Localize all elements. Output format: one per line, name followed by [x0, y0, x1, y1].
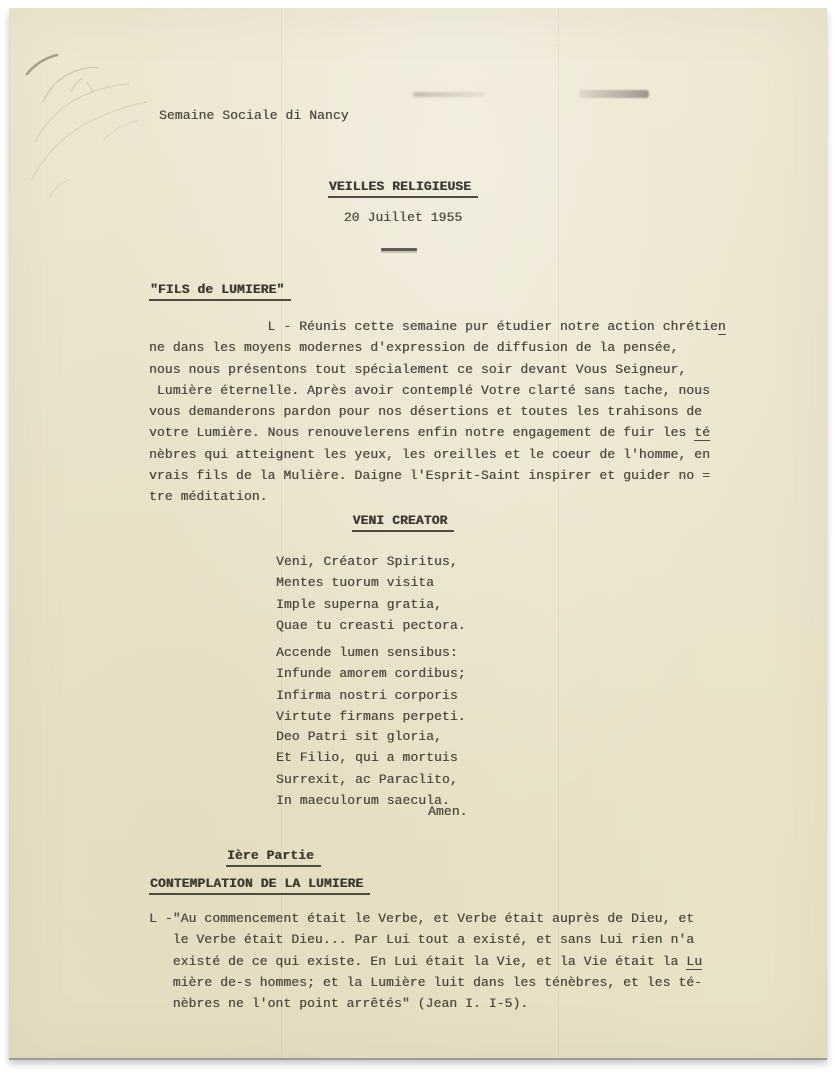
document-page [9, 8, 827, 1058]
text-line: votre Lumière. Nous renouvelerens enfin notre engagement de fuir les té [149, 425, 710, 441]
amen-line: Amen. [428, 804, 468, 819]
contemplation-heading-row [149, 876, 370, 895]
underlined-syllable: n [717, 319, 726, 334]
text-line: Imple superna gratia, [276, 596, 442, 612]
document-date: 20 Juillet 1955 [343, 210, 463, 225]
text-line: Deo Patri sit gloria, [276, 729, 442, 744]
text-line: In maeculorum saecula. [276, 792, 450, 808]
text-line: Veni, Créator Spiritus, [276, 554, 458, 569]
text-line: Virtute firmans perpeti. [276, 708, 466, 724]
text-line: Accende lumen sensibus: [276, 645, 458, 660]
paper-fold-line [281, 8, 282, 1058]
veni-heading-row [9, 513, 797, 532]
text-line: ne dans les moyens modernes d'expression de diffusion de la pensée, [149, 340, 679, 356]
fils-heading-row [149, 282, 291, 301]
text-line: existé de ce qui existe. En Lui était la Vie, et la Vie était la Lu [149, 953, 703, 969]
section-heading-veni-creator: VENI CREATOR [352, 513, 455, 532]
text-line: Surrexit, ac Paraclito, [276, 771, 458, 787]
text-line: vous demanderons pardon pour nos désertions et toutes les trahisons de [149, 404, 703, 420]
title-row [9, 179, 797, 198]
text-line: nèbres ne l'ont point arrêtés" (Jean I. I-5). [149, 996, 529, 1012]
text-line: mière de-s hommes; et la Lumière luit dans les ténèbres, et les té- [149, 974, 703, 990]
text-line: Infunde amorem cordibus; [276, 666, 466, 682]
title-rule [381, 248, 417, 251]
text-line: L - Réunis cette semaine pur étudier notre action chrétien [149, 319, 726, 334]
fils-paragraph [149, 316, 726, 508]
text-line: Infirma nostri corporis [276, 687, 458, 703]
veni-creator-stanza-1 [276, 551, 466, 636]
part-label-row [226, 848, 321, 867]
org-line: Semaine Sociale di Nancy [159, 108, 349, 123]
part-label: Ière Partie [226, 848, 321, 867]
ink-smudge [579, 90, 649, 98]
text-line: L -"Au commencement était le Verbe, et Verbe était auprès de Dieu, et [149, 911, 695, 926]
date-row [9, 210, 797, 225]
text-line: Mentes tuorum visita [276, 575, 435, 591]
underlined-syllable: té [694, 425, 710, 441]
text-line: tre méditation. [149, 489, 268, 505]
text-line: Quae tu creasti pectora. [276, 617, 466, 633]
document-title: VEILLES RELIGIEUSE [328, 179, 478, 198]
underlined-syllable: Lu [686, 953, 703, 969]
section-heading-contemplation: CONTEMPLATION DE LA LUMIERE [149, 876, 370, 895]
text-line: nous nous présentons tout spécialement ce soir devant Vous Seigneur, [149, 361, 687, 377]
text-line: Lumière éternelle. Après avoir contemplé Votre clarté sans tache, nous [149, 382, 710, 398]
contemplation-paragraph [149, 908, 702, 1014]
text-line: Et Filio, qui a mortuis [276, 750, 458, 766]
veni-creator-stanza-2 [276, 642, 466, 727]
text-line: vrais fils de la Mulière. Daigne l'Esprit-Saint inspirer et guider no = [149, 468, 710, 484]
section-heading-fils-de-lumiere: "FILS de LUMIERE" [149, 282, 291, 301]
paper-fold-line [558, 8, 559, 1058]
text-line: nèbres qui atteignent les yeux, les oreilles et le coeur de l'homme, en [149, 446, 710, 462]
ink-smudge [413, 92, 485, 97]
text-line: le Verbe était Dieu... Par Lui tout a existé, et sans Lui rien n'a [149, 932, 695, 948]
veni-creator-stanza-3 [276, 726, 458, 811]
